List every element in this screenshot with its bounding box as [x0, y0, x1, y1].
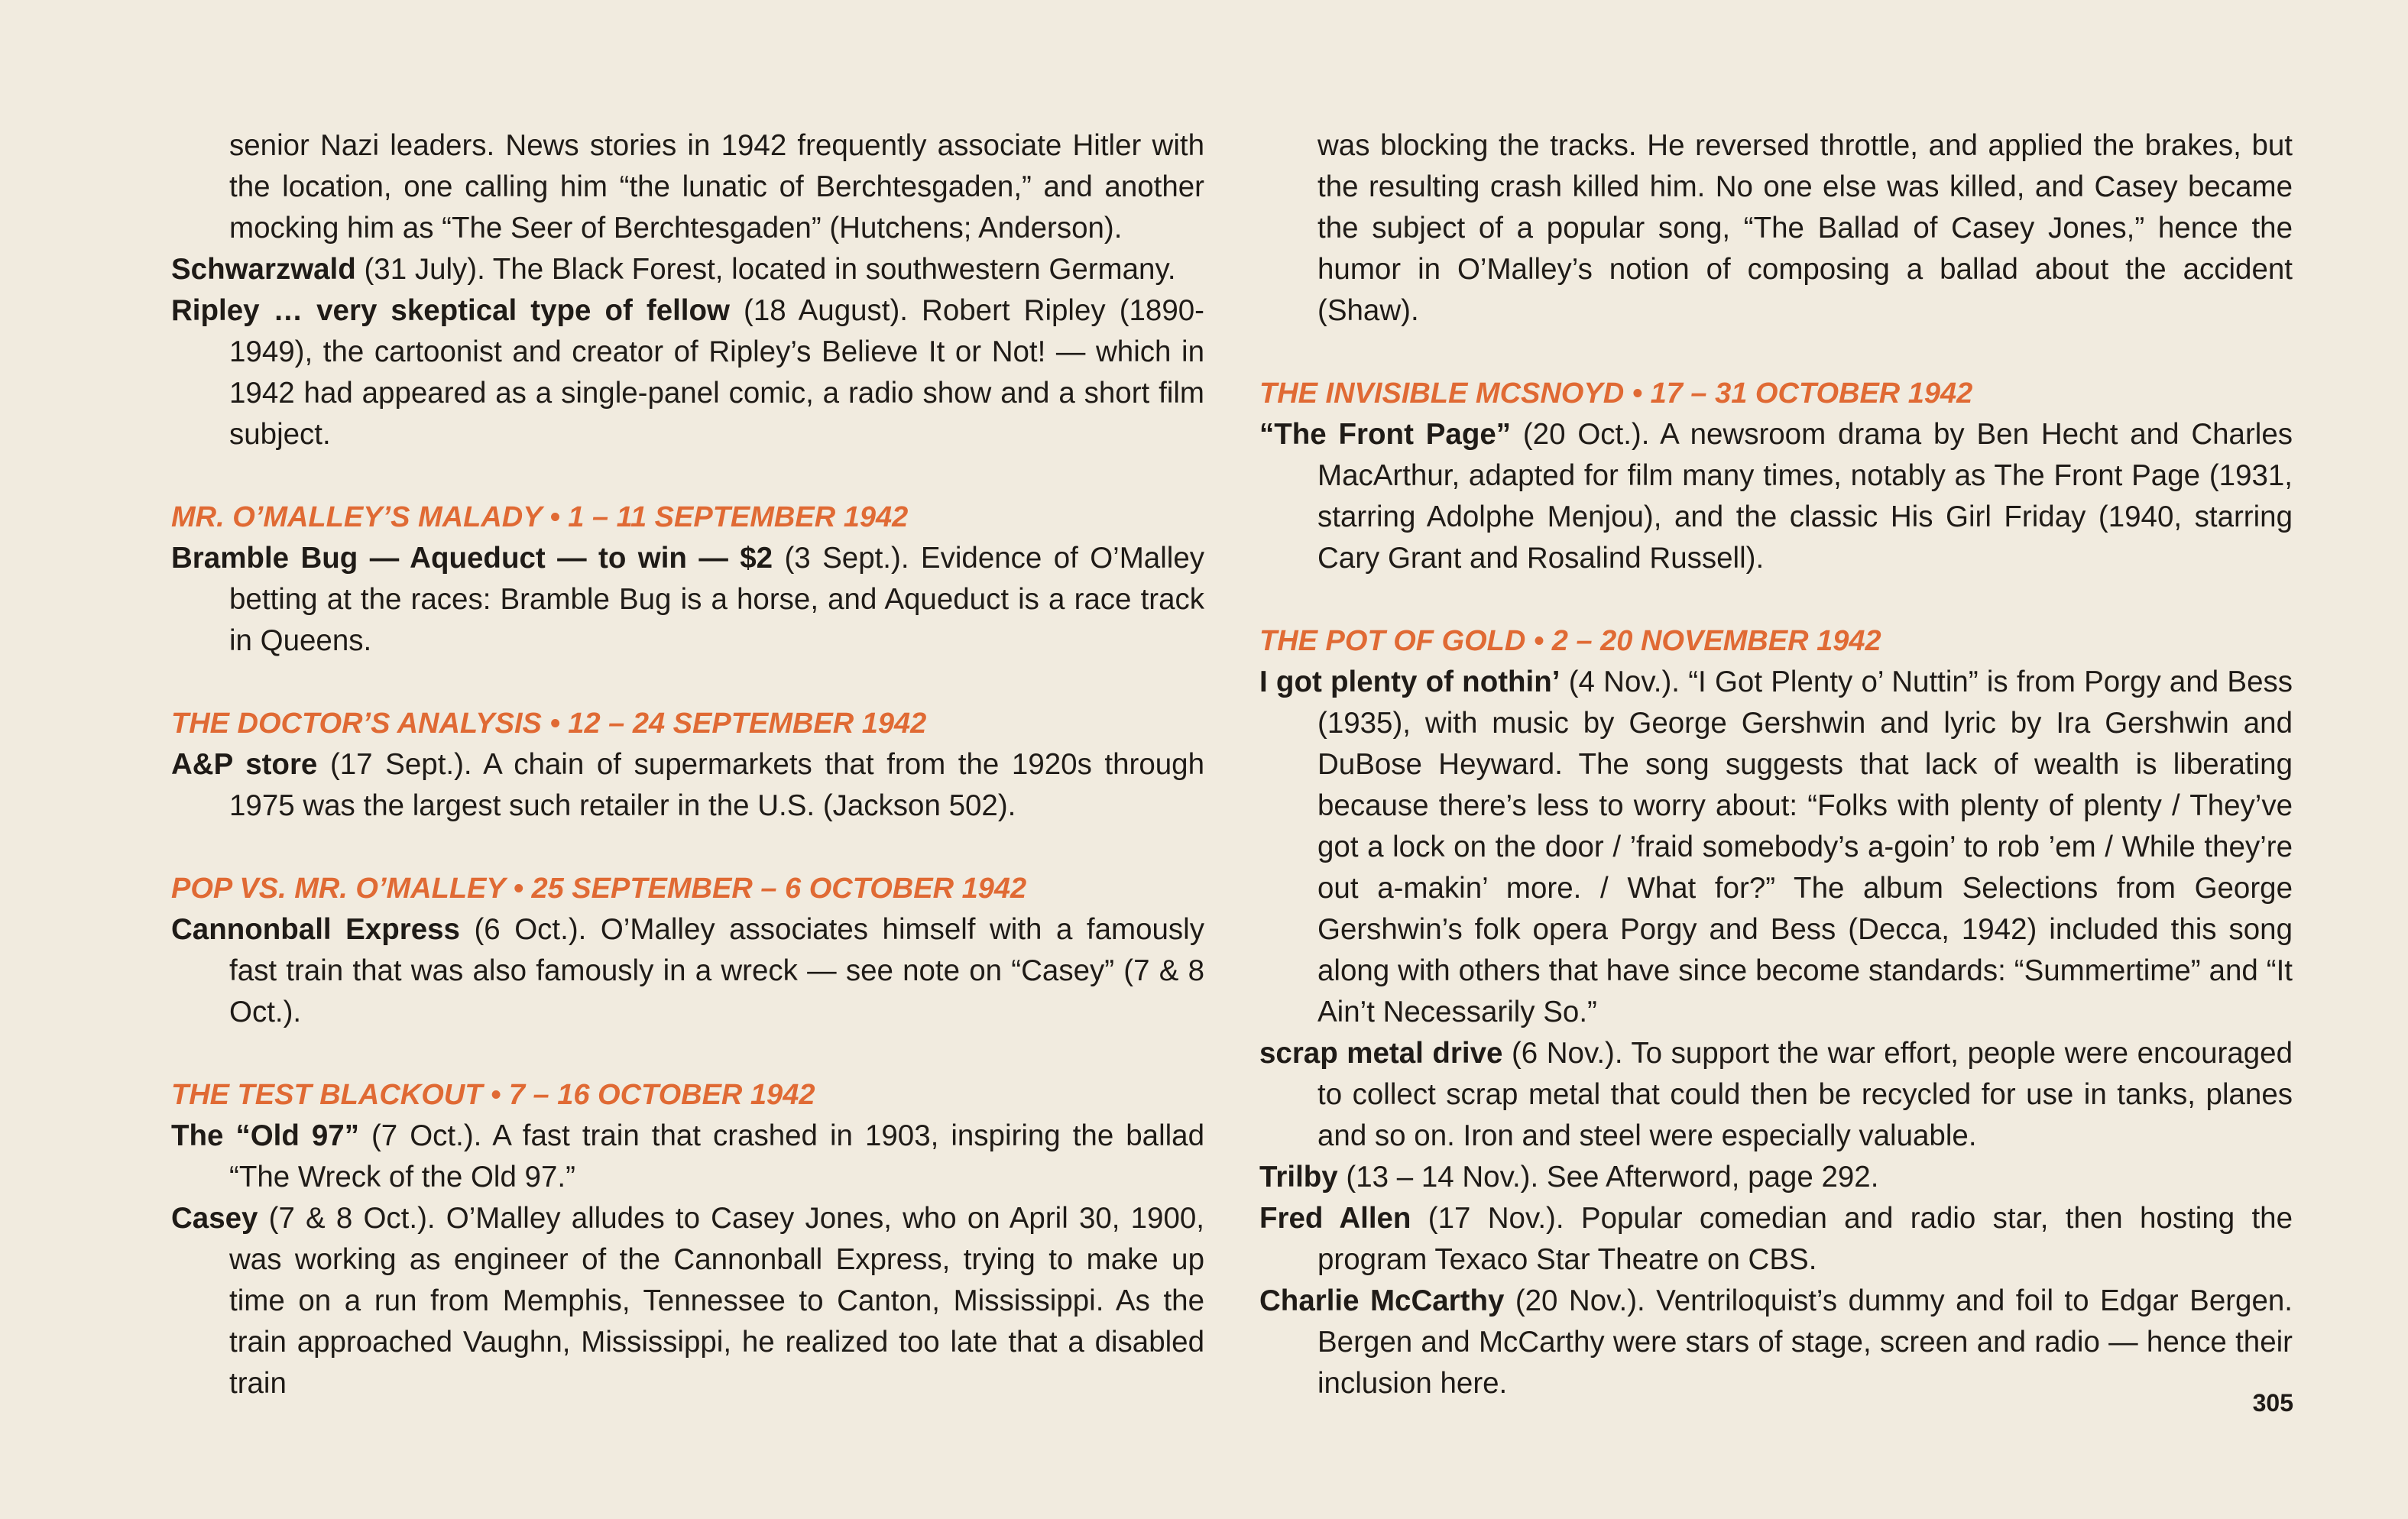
note-entry: [1259, 1198, 2293, 1281]
note-entry: [1259, 662, 2293, 1033]
entry-text: (17 Sept.). A chain of supermarkets that from the 1920s through 1975 was the largest such retailer in the U.S. (Jackson 502).: [229, 748, 1204, 822]
section-heading: THE POT OF GOLD • 2 – 20 NOVEMBER 1942: [1259, 625, 1881, 657]
section-pop-vs-omalley: [171, 868, 1204, 1033]
note-entry: [1259, 1033, 2293, 1157]
entry-text: (7 Oct.). A fast train that crashed in 1903, inspiring the ballad “The Wreck of the Old 97.”: [229, 1119, 1204, 1194]
entry-text: (31 July). The Black Forest, located in southwestern Germany.: [355, 253, 1176, 286]
section-test-blackout: [171, 1074, 1204, 1404]
note-entry: [171, 1198, 1204, 1404]
entry-term: The “Old 97”: [171, 1119, 359, 1152]
section-heading: THE DOCTOR’S ANALYSIS • 12 – 24 SEPTEMBER 1942: [171, 708, 927, 740]
entry-term: Cannonball Express: [171, 913, 460, 946]
entry-text: (20 Nov.). Ventriloquist’s dummy and foil to Edgar Bergen. Bergen and McCarthy were stars of stage, screen and radio — hence their inclusion here.: [1317, 1284, 2293, 1400]
entry-text: (3 Sept.). Evidence of O’Malley betting at the races: Bramble Bug is a horse, and Aqueduct is a race track in Queens.: [229, 542, 1204, 657]
left-column: [171, 125, 1204, 1404]
continuation-text: senior Nazi leaders. News stories in 1942 frequently associate Hitler with the location, one calling him “the lunatic of Berchtesgaden,” and another mocking him as “The Seer of Berchtesgaden” (Hutchens; Anderson).: [229, 129, 1204, 245]
entry-term: Schwarzwald: [171, 253, 356, 286]
entry-text: (18 August). Robert Ripley (1890-1949), the cartoonist and creator of Ripley’s Believe It or Not! — which in 1942 had appeared as a single-panel comic, a radio show and a short film subject.: [229, 294, 1204, 451]
note-entry: [171, 744, 1204, 827]
section-heading: THE TEST BLACKOUT • 7 – 16 OCTOBER 1942: [171, 1079, 815, 1111]
entry-text: (7 & 8 Oct.). O’Malley alludes to Casey Jones, who on April 30, 1900, was working as engineer of the Cannonball Express, trying to make up time on a run from Memphis, Tennessee to Canton, Mississippi. As the train approached Vaughn, Mississippi, he realized too late that a disabled train: [229, 1202, 1204, 1400]
right-lead: [1259, 125, 2293, 332]
note-entry-schwarzwald: [171, 249, 1204, 290]
note-entry: [171, 538, 1204, 662]
entry-term: Fred Allen: [1259, 1202, 1411, 1235]
entry-term: scrap metal drive: [1259, 1037, 1503, 1070]
entry-text: (4 Nov.). “I Got Plenty o’ Nuttin” is from Porgy and Bess (1935), with music by George Gershwin and lyric by Ira Gershwin and DuBose Heyward. The song suggests that lack of wealth is liberating because there’s less to worry about: “Folks with plenty of plenty / They’ve got a lock on the door / ’fraid somebody’s a-goin’ to rob ’em / While they’re out a-makin’ more. / What for?” The album Selections from George Gershwin’s folk opera Porgy and Bess (Decca, 1942) included this song along with others that have since become standards: “Summertime” and “It Ain’t Necessarily So.”: [1317, 666, 2293, 1028]
entry-text: (13 – 14 Nov.). See Afterword, page 292.: [1337, 1161, 1879, 1194]
entry-term: Ripley … very skeptical type of fellow: [171, 294, 730, 327]
entry-term: Trilby: [1259, 1161, 1338, 1194]
continuation-text: was blocking the tracks. He reversed throttle, and applied the brakes, but the resulting crash killed him. No one else was killed, and Casey became the subject of a popular song, “The Ballad of Casey Jones,” hence the humor in O’Malley’s notion of composing a ballad about the accident (Shaw).: [1317, 129, 2293, 327]
page-number: 305: [2252, 1389, 2293, 1417]
note-entry: [1259, 1281, 2293, 1404]
right-column: [1259, 125, 2293, 1404]
note-entry: [1259, 1157, 2293, 1198]
section-heading: MR. O’MALLEY’S MALADY • 1 – 11 SEPTEMBER 1942: [171, 501, 909, 533]
note-entry: [171, 909, 1204, 1033]
note-entry: [171, 1116, 1204, 1198]
section-malady: [171, 497, 1204, 662]
note-entry: [1259, 414, 2293, 579]
entry-term: “The Front Page”: [1259, 418, 1512, 451]
entry-text: (17 Nov.). Popular comedian and radio star, then hosting the program Texaco Star Theatre on CBS.: [1317, 1202, 2293, 1276]
entry-term: A&P store: [171, 748, 318, 781]
left-lead: [171, 125, 1204, 455]
entry-text: (20 Oct.). A newsroom drama by Ben Hecht and Charles MacArthur, adapted for film many times, notably as The Front Page (1931, starring Adolphe Menjou), and the classic His Girl Friday (1940, starring Cary Grant and Rosalind Russell).: [1317, 418, 2293, 575]
section-heading: THE INVISIBLE MCSNOYD • 17 – 31 OCTOBER 1942: [1259, 377, 1973, 410]
entry-term: I got plenty of nothin’: [1259, 666, 1561, 698]
section-pot-of-gold: [1259, 620, 2293, 1404]
entry-term: Charlie McCarthy: [1259, 1284, 1505, 1317]
entry-text: (6 Nov.). To support the war effort, people were encouraged to collect scrap metal that could then be recycled for use in tanks, planes and so on. Iron and steel were especially valuable.: [1317, 1037, 2293, 1152]
section-doctors-analysis: [171, 703, 1204, 827]
entry-term: Bramble Bug — Aqueduct — to win — $2: [171, 542, 773, 575]
entry-term: Casey: [171, 1202, 258, 1235]
entry-text: (6 Oct.). O’Malley associates himself with a famously fast train that was also famously in a wreck — see note on “Casey” (7 & 8 Oct.).: [229, 913, 1204, 1028]
section-heading: POP VS. MR. O’MALLEY • 25 SEPTEMBER – 6 OCTOBER 1942: [171, 873, 1027, 905]
section-invisible-mcsnoyd: [1259, 373, 2293, 579]
note-entry-ripley: [171, 290, 1204, 455]
